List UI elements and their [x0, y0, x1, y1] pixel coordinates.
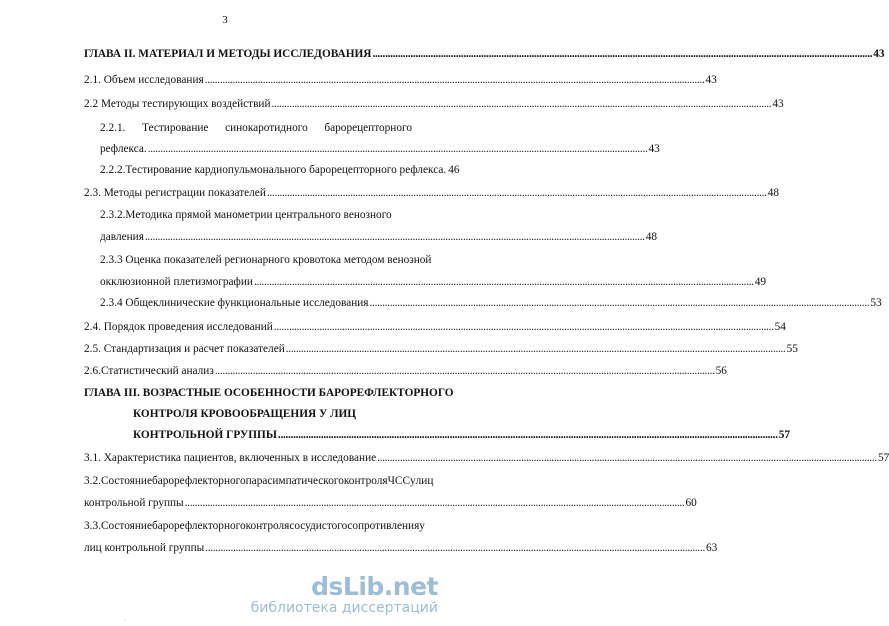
toc-entry-page: 57: [877, 452, 889, 464]
toc-word: барорефлекторного: [151, 475, 246, 487]
toc-entry-title: 2.3.3 Оценка показателей регионарного кровотока методом венозной: [100, 254, 432, 266]
toc-entry-3-2-line2[interactable]: [84, 496, 697, 510]
toc-entry-title: 2.1. Объем исследования: [84, 74, 204, 86]
toc-entry-page: 57: [778, 429, 791, 441]
toc-word: лиц: [415, 475, 434, 487]
toc-word: синокаротидного: [225, 122, 308, 134]
toc-entry-chapter-3-line3[interactable]: [133, 428, 791, 442]
toc-entry-2-6[interactable]: [84, 364, 727, 378]
toc-entry-2-3-2-line1[interactable]: [100, 208, 392, 222]
toc-entry-title: 2.3. Методы регистрации показателей: [84, 187, 266, 199]
toc-entry-page: 43: [705, 74, 717, 86]
toc-entry-2-2-2[interactable]: [100, 163, 460, 177]
toc-entry-2-3-3-line1[interactable]: [100, 253, 431, 267]
toc-entry-3-1[interactable]: [84, 451, 889, 465]
toc-entry-page: 46: [448, 164, 460, 176]
toc-entry-page: 56: [715, 365, 727, 377]
toc-word: у: [419, 520, 425, 532]
toc-entry-chapter-3-line2[interactable]: [133, 407, 356, 421]
toc-entry-3-2-line1[interactable]: [84, 474, 434, 488]
toc-entry-page: 43: [648, 143, 660, 155]
page-number: 3: [222, 14, 228, 26]
toc-entry-2-2-1-line2[interactable]: [100, 142, 660, 156]
toc-entry-chapter-3-line1[interactable]: [84, 386, 454, 400]
toc-entry-3-3-line1[interactable]: [84, 519, 425, 533]
toc-word: парасимпатического: [245, 475, 344, 487]
toc-entry-2-5[interactable]: [84, 342, 798, 356]
toc-entry-2-3-2-line2[interactable]: [100, 230, 657, 244]
toc-entry-page: 54: [774, 321, 786, 333]
toc-entry-page: 60: [685, 497, 697, 509]
toc-entry-3-3-line2[interactable]: [84, 541, 718, 555]
toc-entry-title: 2.2 Методы тестирующих воздействий: [84, 98, 271, 110]
toc-entry-title: рефлекса.: [100, 143, 147, 155]
toc-entry-title: 2.4. Порядок проведения исследований: [84, 321, 273, 333]
toc-word: сопротивления: [347, 520, 420, 532]
toc-entry-2-3[interactable]: [84, 186, 779, 200]
toc-word: контроля: [245, 520, 290, 532]
toc-entry-chapter-2[interactable]: [84, 47, 885, 61]
toc-word: 3.3.: [84, 520, 101, 532]
toc-word: барорецепторного: [324, 122, 412, 134]
toc-word: Состояние: [100, 475, 152, 487]
watermark-logo: dsLib.net: [311, 572, 438, 601]
toc-word: контроля: [343, 475, 388, 487]
toc-entry-2-2-1-line1[interactable]: [100, 121, 412, 135]
toc-entry-2-1[interactable]: [84, 73, 717, 87]
toc-word: Состояние: [100, 520, 152, 532]
toc-entry-title: КОНТРОЛЬНОЙ ГРУППЫ: [133, 429, 277, 441]
toc-entry-page: 63: [706, 542, 718, 554]
toc-entry-page: 43: [772, 98, 784, 110]
toc-entry-title: КОНТРОЛЯ КРОВООБРАЩЕНИЯ У ЛИЦ: [133, 408, 357, 420]
toc-entry-title: контрольной группы: [84, 497, 184, 509]
toc-word: 3.2.: [84, 475, 101, 487]
toc-entry-title: 2.3.4 Общеклинические функциональные исследования: [100, 297, 369, 309]
toc-entry-title: давления: [100, 231, 144, 243]
toc-entry-page: 48: [645, 231, 657, 243]
toc-word: сосудистого: [289, 520, 348, 532]
toc-entry-title: ГЛАВА II. МАТЕРИАЛ И МЕТОДЫ ИССЛЕДОВАНИЯ: [84, 48, 372, 60]
toc-word: Тестирование: [142, 122, 209, 134]
toc-word: барорефлекторного: [151, 520, 246, 532]
toc-entry-page: 53: [870, 297, 882, 309]
toc-entry-2-3-4[interactable]: [100, 296, 882, 310]
toc-word: 2.2.1.: [100, 122, 126, 134]
toc-entry-2-4[interactable]: [84, 320, 786, 334]
toc-entry-title: лиц контрольной группы: [84, 542, 205, 554]
toc-entry-2-2[interactable]: [84, 97, 784, 111]
toc-entry-title: 3.1. Характеристика пациентов, включенных в исследование: [84, 452, 377, 464]
toc-entry-page: 49: [754, 276, 767, 288]
toc-word: ЧСС: [387, 475, 410, 487]
toc-word: у: [409, 475, 416, 487]
scan-mark: ·: [124, 618, 126, 624]
toc-entry-page: 48: [767, 187, 779, 199]
toc-entry-title: 2.2.2.Тестирование кардиопульмонального барорецепторного рефлекса.: [100, 164, 447, 176]
toc-entry-2-3-3-line2[interactable]: [100, 275, 767, 289]
toc-entry-title: ГЛАВА III. ВОЗРАСТНЫЕ ОСОБЕННОСТИ БАРОРЕФЛЕКТОРНОГО: [84, 387, 454, 399]
toc-entry-title: 2.6.Статистический анализ: [84, 365, 214, 377]
watermark: [251, 574, 438, 616]
toc-entry-title: 2.5. Стандартизация и расчет показателей: [84, 343, 285, 355]
toc-entry-page: 43: [873, 48, 885, 60]
toc-entry-page: 55: [786, 343, 798, 355]
toc-entry-title: окклюзионной плетизмографии: [100, 276, 253, 288]
watermark-subtitle: библиотека диссертаций: [250, 600, 438, 616]
toc-entry-title: 2.3.2.Методика прямой манометрии центрального венозного: [100, 209, 392, 221]
